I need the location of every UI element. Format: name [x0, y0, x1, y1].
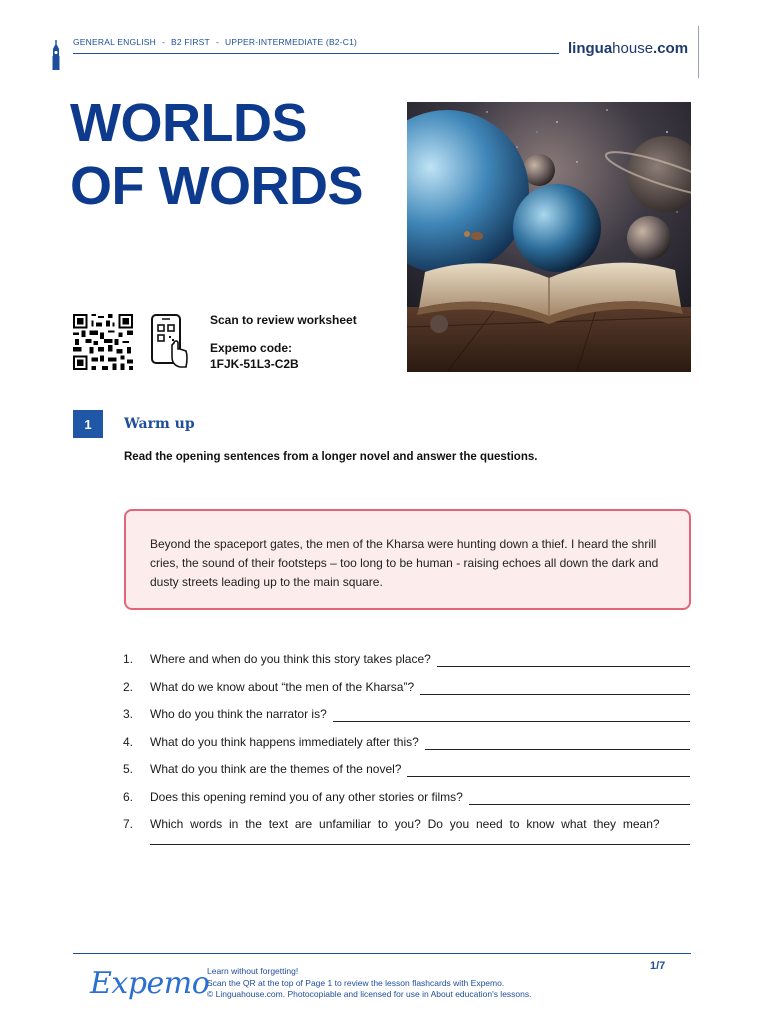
question-item: 5. What do you think are the themes of the novel? [123, 762, 690, 790]
answer-line[interactable] [407, 762, 690, 777]
novel-excerpt-box [124, 509, 691, 610]
answer-line[interactable] [425, 735, 690, 750]
planets-book-image [407, 102, 691, 372]
phone-scan-icon [150, 313, 190, 371]
answer-line[interactable] [437, 652, 690, 667]
question-item: 1. Where and when do you think this story takes place? [123, 652, 690, 680]
question-item: 7. Which words in the text are unfamiliar to you? Do you need to know what they mean? [123, 817, 690, 857]
scan-info [210, 313, 357, 385]
brand-divider [698, 26, 699, 78]
scan-label: Scan to review worksheet [210, 313, 357, 327]
footer-notes: Learn without forgetting! Scan the QR at the top of Page 1 to review the lesson flashcards with Expemo. © Linguahouse.com. Photocopiable and licensed for use in About education's lessons. [207, 966, 532, 999]
big-ben-icon [50, 40, 62, 70]
section-number-badge: 1 [73, 410, 103, 438]
novel-excerpt-text: Beyond the spaceport gates, the men of the Kharsa were hunting down a thief. I heard the shrill cries, the sound of their footsteps – too long to be human - raising echoes all down the dark and dusty streets leading up to the main square. [150, 537, 659, 589]
answer-line[interactable] [469, 790, 690, 805]
question-item: 3. Who do you think the narrator is? [123, 707, 690, 735]
question-item: 4. What do you think happens immediately after this? [123, 735, 690, 763]
page-title: WORLDS OF WORDS [70, 93, 363, 216]
answer-line[interactable] [333, 707, 690, 722]
page-number: 1/7 [650, 960, 666, 972]
question-item: 6. Does this opening remind you of any other stories or films? [123, 790, 690, 818]
question-list [123, 652, 690, 857]
answer-line[interactable] [420, 680, 690, 695]
hero-illustration [407, 102, 691, 372]
question-item: 2. What do we know about “the men of the Kharsa”? [123, 680, 690, 708]
answer-line[interactable] [150, 844, 690, 845]
header-divider [73, 53, 559, 54]
breadcrumb-level: GENERAL ENGLISH [73, 37, 156, 47]
brand-logo: linguahouse.com [568, 40, 689, 57]
expemo-code-value: 1FJK-51L3-C2B [210, 357, 299, 371]
section-instruction: Read the opening sentences from a longer novel and answer the questions. [124, 451, 538, 463]
qr-code-icon[interactable] [73, 314, 133, 370]
expemo-code-label: Expemo code: [210, 341, 293, 355]
footer-divider [73, 953, 691, 954]
section-title: Warm up [124, 416, 195, 432]
expemo-logo: Expemo [90, 966, 210, 1001]
breadcrumb-grade: UPPER-INTERMEDIATE (B2-C1) [224, 37, 358, 47]
breadcrumb-exam: B2 FIRST [171, 37, 210, 47]
course-breadcrumb: GENERAL ENGLISH - B2 FIRST - UPPER-INTERMEDIATE (B2-C1) [73, 37, 358, 47]
